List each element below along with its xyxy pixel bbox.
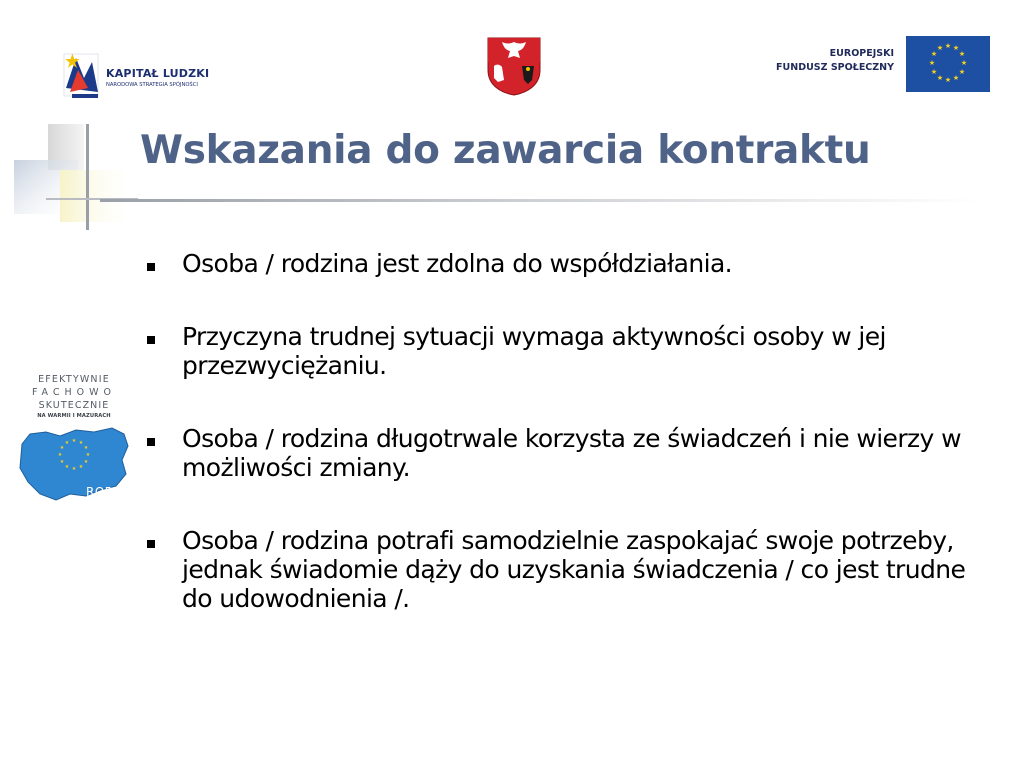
svg-text:★: ★ — [64, 464, 70, 470]
bullet-square-icon — [147, 336, 155, 344]
bullet-text: Osoba / rodzina długotrwale korzysta ze świadczeń i nie wierzy w możliwości zmiany. — [182, 424, 961, 482]
efs-logo — [760, 34, 990, 94]
rops-logo — [16, 370, 132, 506]
kapital-ludzki-title: KAPITAŁ LUDZKI — [106, 67, 210, 80]
svg-text:★: ★ — [952, 44, 960, 52]
svg-text:★: ★ — [944, 76, 952, 84]
title-underline — [100, 199, 980, 202]
svg-text:★: ★ — [57, 452, 63, 458]
svg-text:★: ★ — [952, 74, 960, 82]
bullet-list — [140, 249, 990, 657]
efs-line2: FUNDUSZ SPOŁECZNY — [776, 62, 894, 73]
bullet-square-icon — [147, 540, 155, 548]
bullet-text: Osoba / rodzina jest zdolna do współdziałania. — [182, 249, 733, 278]
efs-line1: EUROPEJSKI — [829, 48, 894, 59]
slide-title: Wskazania do zawarcia kontraktu — [140, 128, 871, 173]
bullet-square-icon — [147, 263, 155, 271]
svg-text:★: ★ — [958, 50, 966, 58]
svg-text:★: ★ — [78, 440, 84, 446]
rops-line1: EFEKTYWNIE — [38, 374, 110, 385]
svg-text:★: ★ — [930, 50, 938, 58]
svg-text:★: ★ — [85, 452, 91, 458]
svg-text:★: ★ — [71, 438, 77, 444]
bullet-item — [140, 249, 990, 278]
rops-name: ROPS — [86, 485, 121, 499]
kapital-ludzki-logo — [62, 48, 222, 104]
svg-text:★: ★ — [936, 74, 944, 82]
kapital-ludzki-subtitle: NARODOWA STRATEGIA SPÓJNOŚCI — [106, 82, 198, 88]
svg-text:★: ★ — [71, 466, 77, 472]
rops-line4: NA WARMII I MAZURACH — [37, 413, 111, 419]
bullet-item — [140, 424, 990, 482]
svg-text:★: ★ — [936, 44, 944, 52]
decorative-squares — [0, 120, 140, 240]
voivodeship-crest — [486, 36, 542, 96]
bullet-item — [140, 322, 990, 380]
coat-of-arms-icon — [486, 36, 542, 96]
svg-text:★: ★ — [59, 445, 65, 451]
bullet-square-icon — [147, 438, 155, 446]
bullet-text: Osoba / rodzina potrafi samodzielnie zaspokajać swoje potrzeby, jednak świadomie dąży do uzyskania świadczenia / co jest trudne do udowodnienia /. — [182, 526, 966, 613]
kapital-ludzki-emblem-icon — [62, 48, 106, 104]
bullet-text: Przyczyna trudnej sytuacji wymaga aktywności osoby w jej przezwyciężaniu. — [182, 322, 886, 380]
rops-line3: SKUTECZNIE — [38, 400, 110, 411]
svg-text:★: ★ — [83, 459, 89, 465]
svg-text:★: ★ — [83, 445, 89, 451]
svg-text:★: ★ — [64, 440, 70, 446]
svg-text:★: ★ — [78, 464, 84, 470]
eu-flag-icon — [906, 36, 990, 92]
svg-text:★: ★ — [928, 59, 936, 67]
rops-line2: FACHOWO — [31, 387, 117, 398]
bullet-item — [140, 526, 990, 613]
svg-text:★: ★ — [944, 42, 952, 50]
svg-text:★: ★ — [960, 59, 968, 67]
svg-text:★: ★ — [59, 459, 65, 465]
svg-text:★: ★ — [958, 68, 966, 76]
svg-text:★: ★ — [930, 68, 938, 76]
